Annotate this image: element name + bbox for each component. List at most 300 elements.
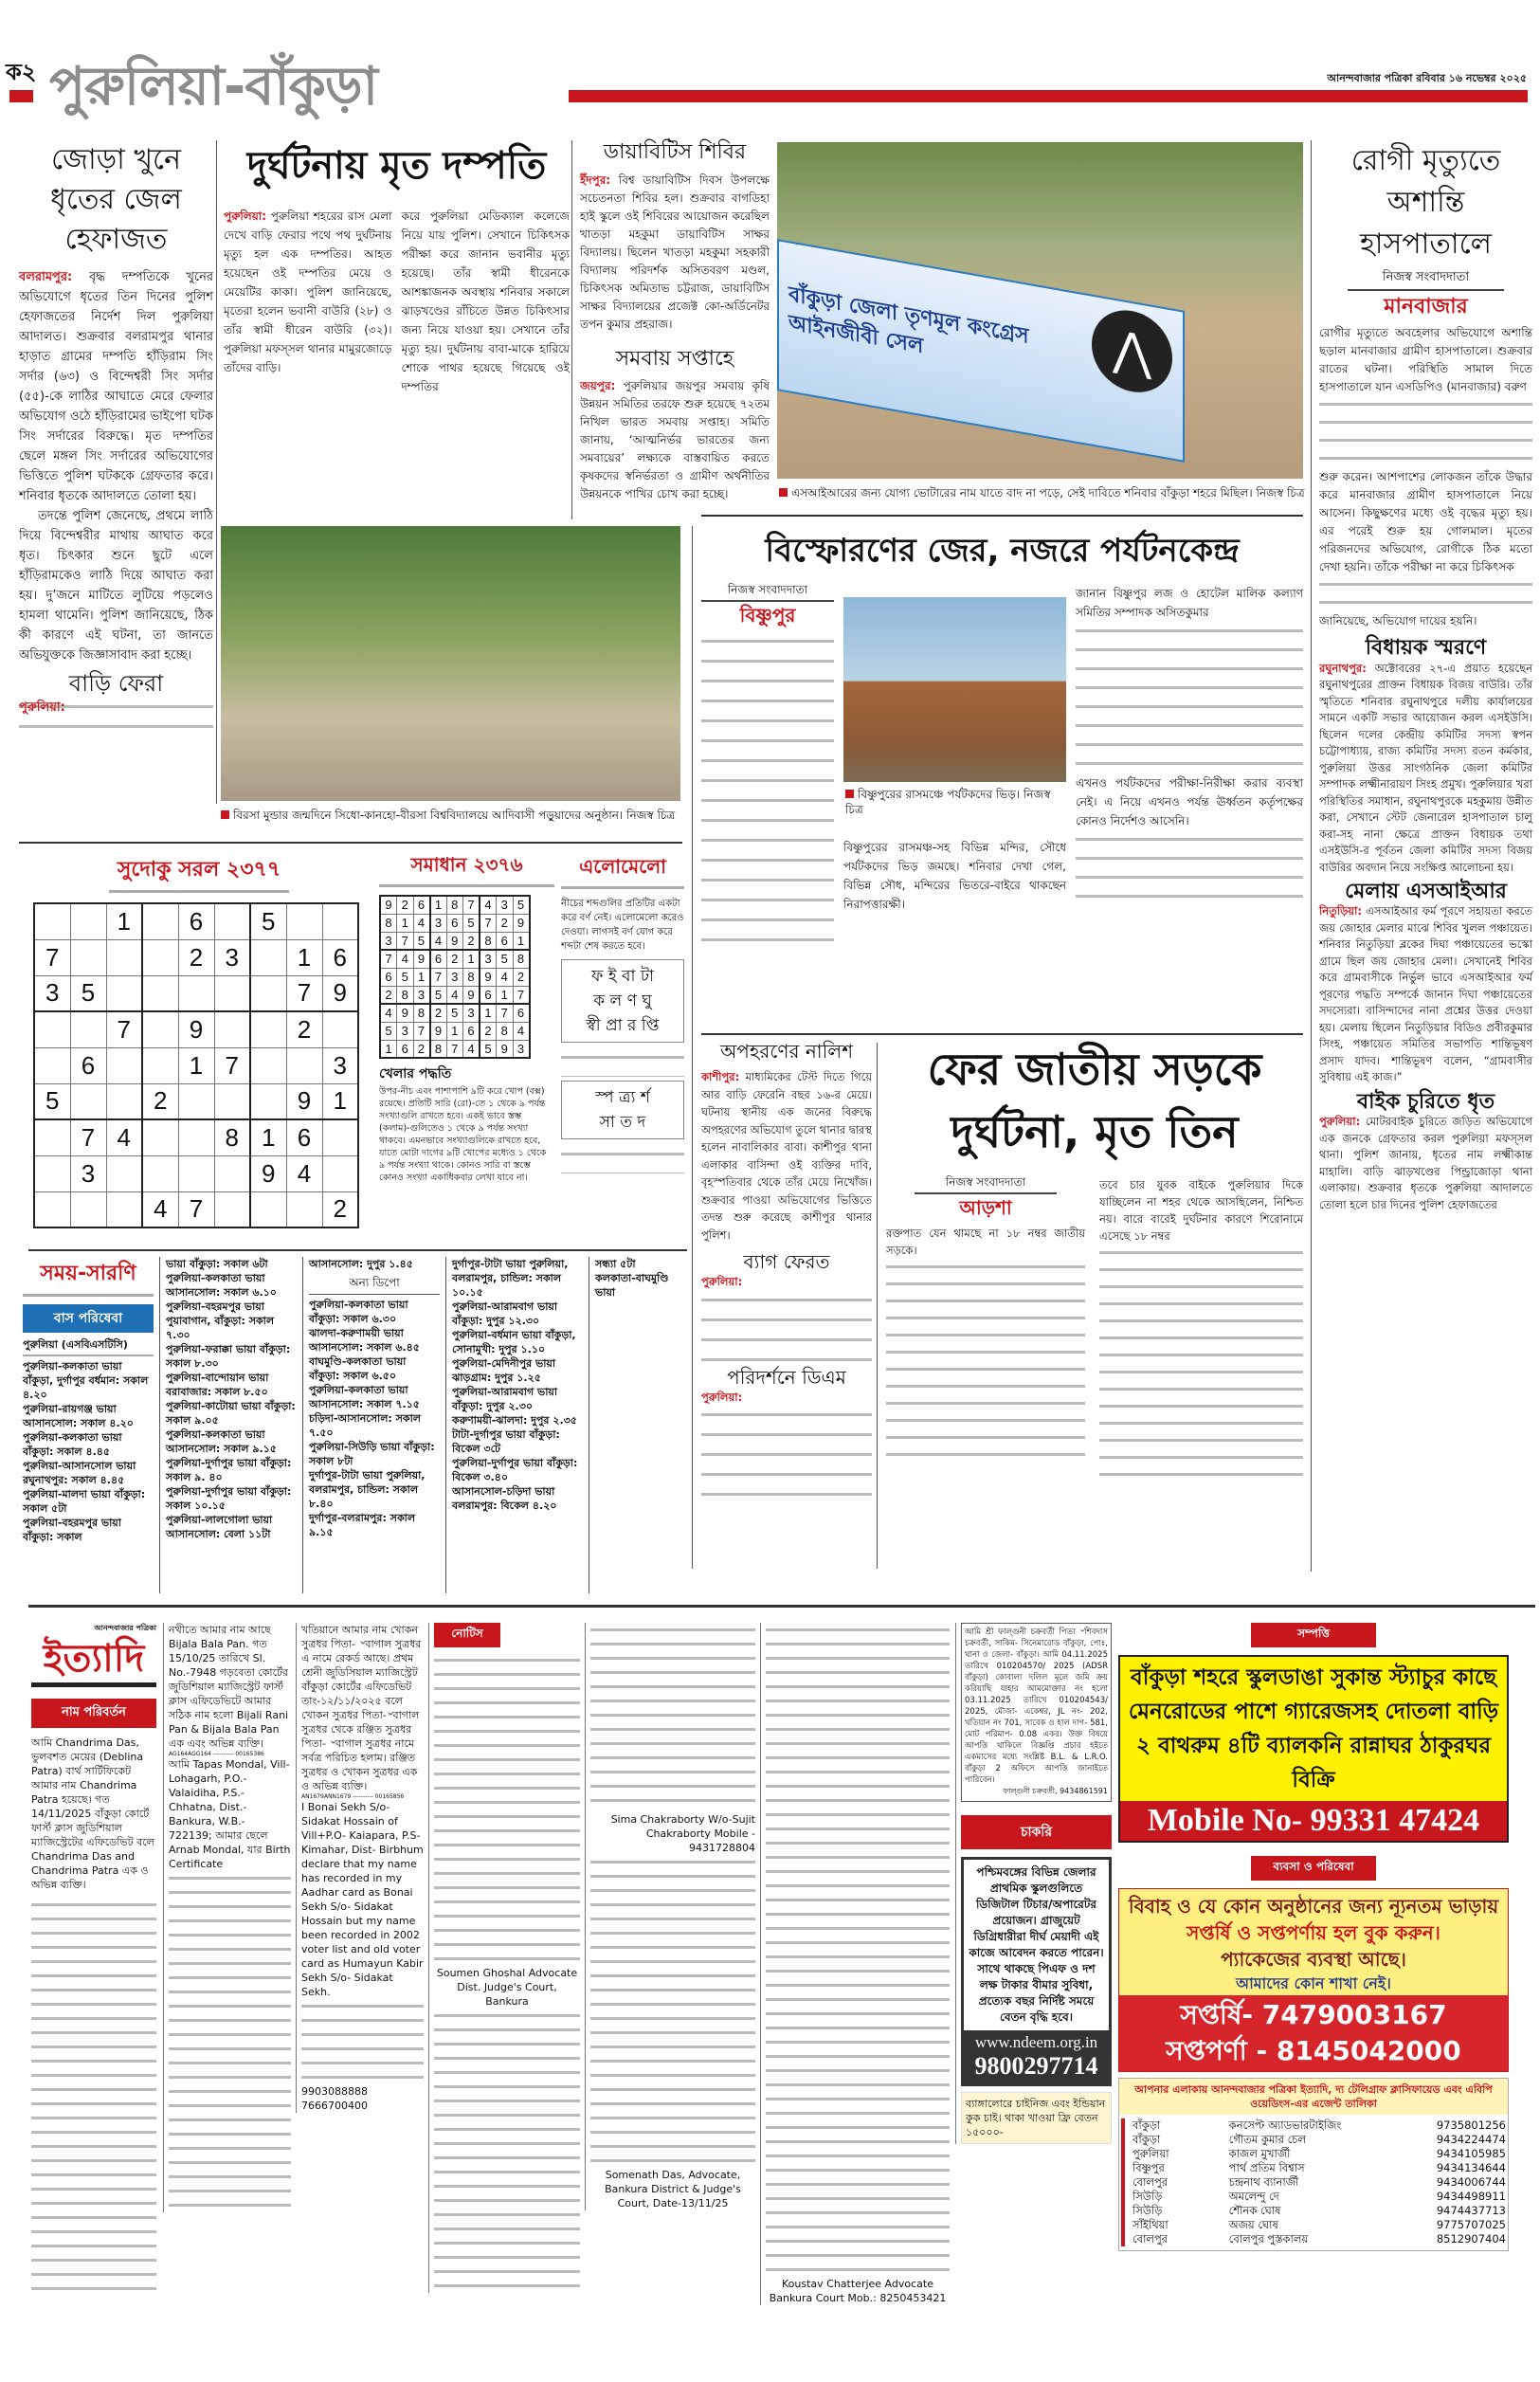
grid-cell: 7 [106,1011,142,1047]
text-lines [1076,830,1303,906]
timetable-entry: কলকাতা-বাঘমুণ্ডি ভায়া [595,1272,669,1299]
divider [28,1249,687,1251]
text-lines [1076,622,1303,773]
grid-cell: 7 [70,1119,106,1155]
land-notice-text: আমি শ্রী ফাল্গুনী চক্রবর্তী পিতা ৺শিবদাস চক্রবর্তী, সাকিম- সিনেমারোড বাঁকুড়া, পোঃ, থানা ও জেলা- বাঁকুড়া। আমি 04.11.2025 তারিখে 010204570/ 2025 (ADSR বাঁকুড়া) কোবালা দলিল মূলে জমি ক্রয় করিয়াছি যাহার আমমোক্তার নং হলো 03.11.2025 তারিখে 010204543/ 2025, মৌজা- একেশ্বর, JL নং- 202, খতিয়ান নং 701, সাবেক ও হাল দাগ- 581, মোট পরিমাপ- 0.08 একর। উক্ত বিষয়ে আপত্তি থাকিলে বিজ্ঞপ্তি প্রচার হইতে একমাসের মধ্যে সংশ্লিষ্ট B.L. & L.R.O. বাঁকুড়া 2 অফিসে আপত্তি জানাইতে পারিবেন। [965,1627,1108,1785]
grid-cell: 3 [480,950,497,968]
grid-cell [214,1191,250,1227]
grid-cell: 5 [463,914,480,932]
dateline: আনন্দবাজার পত্রিকা রবিবার ১৬ নভেম্বর ২০২৫ [1327,72,1527,84]
sudoku-section [33,853,365,1228]
grid-row [34,1011,358,1047]
grid-cell: 6 [480,986,497,1004]
grid-cell [34,903,70,939]
business-label: ব্যবসা ও পরিষেবা [1251,1856,1376,1881]
grid-cell: 1 [497,986,514,1004]
answer-text [561,1048,684,1077]
temple-photo [843,597,1066,782]
text-lines [701,632,834,951]
divider [701,515,1303,517]
timetable-entry: পুরুলিয়া-দুর্গাপুর ভায়া বাঁকুড়া: সকাল ১০.১৫ [166,1485,292,1512]
timetable-entry: সন্ধ্যা ৫টা [595,1258,636,1270]
grid-cell: 5 [250,903,286,939]
hall-ad-line: সপ্তর্ষি ও সপ্তপর্ণায় হল বুক করুন। [1187,1921,1440,1944]
grid-cell: 6 [178,903,214,939]
agent-name: কনসেপ্ট অ্যাডভারটাইজিং [1228,2118,1342,2132]
agent-name: অমলেন্দু দে [1228,2190,1279,2203]
grid-cell: 2 [430,1004,447,1022]
timetable-entry: পুরুলিয়া-আরামবাগ ভায়া বাঁকুড়া: দুপুর ২.৩০ [452,1386,558,1412]
classifieds-col [760,1623,950,2305]
grid-cell: 2 [497,914,514,932]
grid-cell [322,1155,358,1191]
timetable-entry: পুরুলিয়া-কলকাতা ভায়া আসানসোল: সকাল ৯.১৫ [166,1428,277,1455]
story-body: তবে চার যুবক বাইকে পুরুলিয়ার দিকে যাচ্ছিলেন না শহর থেকে আসছিলেন, নিশ্চিত নয়। বারে বারেই দুর্ঘটনার কারণে শিরোনামে এসেছে ১৮ নম্বর [1099,1178,1303,1243]
story-body: মোটরবাইক চুরিতে জড়িত অভিযোগে এক জনকে গ্রেফতার করল পুরুলিয়া মফস্সল থানা। পুলিশ জানায়, ধৃতের নাম লক্ষ্মীকান্ত মাহালি। বাড়ি ঝাড়খণ্ডের পিন্ড্রাজোড়া থানা এলাকায়। শুক্রবার ধৃতকে পুরুলিয়া আদালতে তোলা হলে চার দিনের পুলিশ হেফাজতের [1319,1115,1532,1211]
grid-cell: 9 [480,968,497,986]
timetable-entry: পুরুলিয়া-আরামবাগ ভায়া বাঁকুড়া: দুপুর ১২.৩০ [452,1300,558,1327]
grid-row [34,1155,358,1191]
grid-cell: 6 [397,1040,414,1058]
grid-cell: 4 [497,968,514,986]
grid-cell: 1 [380,1040,397,1058]
grid-cell [214,903,250,939]
grid-cell: 1 [286,939,322,975]
grid-row [34,1191,358,1227]
grid-cell: 7 [397,932,414,950]
grid-cell: 8 [513,950,530,968]
grid-cell: 4 [446,986,463,1004]
grid-cell: 4 [142,1191,178,1227]
timetable-entry: দুর্গাপুর-বলরামপুর: সকাল ৯.১৫ [309,1512,416,1538]
cook-ad: ব্যাঙ্গালোরে চাইনিজ এবং ইন্ডিয়ান কুক চাই। থাকা খাওয়া ফ্রি বেতন ১৫০০০- [961,2092,1112,2144]
grid-cell: 5 [397,968,414,986]
notice-code: AG164AGG164 ---------- 00165386 [169,1751,264,1757]
story-bisphoran [701,523,1303,1020]
grid-row [380,1004,530,1022]
classifieds-col [163,1623,291,2212]
timetable-column [589,1257,690,1593]
story-body: মাধ্যমিকের টেস্ট দিতে গিয়ে আর বাড়ি ফেরেনি বছর ১৬-র মেয়ে। ঘটনায় স্থানীয় এক জনের বিরুদ্ধে অপহরণের অভিযোগ তুলে থানার দ্বারস্থ হলেন নাবালিকার বাবা। কাশীপুর থানা এলাকার বাসিন্দা ওই ব্যক্তির দাবি, বৃহস্পতিবার থেকে তাঁর মেয়ে নিখোঁজ। শুক্রবার পাওয়া অভিযোগের ভিত্তিতে তদন্ত শুরু করেছে কাশীপুর থানার পুলিশ। [701,1070,872,1242]
grid-cell: 3 [413,986,430,1004]
hall-ad-block [1118,1856,1509,2072]
notice: I Bonai Sekh S/o- Sidakat Hossain of Vill+P.O- Kaiapara, P.S- Kimahar, Dist- Birbhum declare that my name has recorded in my Aadhar card as Bonai Sekh S/o- Sidakat Hossain but my name been recorded in 2002 voter list and old voter card as Humayun Kabir Sekh S/o- Sidakat Sekh. [301,1801,424,1998]
headline: সমবায় সপ্তাহে [615,347,734,372]
timetable-column [302,1257,440,1593]
bus-service-label: বাস পরিষেবা [23,1304,154,1333]
agent-phone: 9434006744 [1436,2175,1506,2189]
property-ad-block [1118,1623,1509,1843]
grid-row [34,1119,358,1155]
grid-cell: 4 [463,1040,480,1058]
phone: 9903088888 [301,2085,368,2098]
agent-phone: 9434134644 [1436,2161,1506,2174]
dateline: নিতুড়িয়া: [1319,904,1362,918]
grid-cell: 7 [413,1022,430,1040]
grid-cell: 2 [463,932,480,950]
grid-cell [106,1191,142,1227]
grid-cell: 8 [430,1040,447,1058]
scrambled-word: ক ল ণ ঘু [593,991,652,1010]
story-ophoron [701,1041,872,1497]
section-title: পুরুলিয়া-বাঁকুড়া [49,56,377,118]
notice: খতিয়ানে আমার নাম খোকন সুত্রধর পিতা- ৺বাগাল সুত্রধর এ নামে রেকর্ড আছে। প্রথম শ্রেনী জুডিসিয়াল ম্যাজিস্ট্রেট বাঁকুড়া কোর্টের এফিডেভিট তাং-১২/১১/২০২৫ বলে খোকন সুত্রধর পিতা-৺বাগাল সুত্রধর থেকে রঞ্জিত সুত্রধর পিতা- ৺বাগাল সুত্রধর নামে সর্বত্র পরিচিত হলাম। রঞ্জিত সুত্রধর ও খোকন সুত্রধর এক ও অভিন্ন ব্যক্তি। [301,1624,422,1792]
grid-cell: 9 [397,1004,414,1022]
grid-cell [322,1011,358,1047]
grid-cell [70,1191,106,1227]
agent-row [1121,2204,1506,2218]
grid-cell [70,939,106,975]
timetable-entry: পুরুলিয়া-ফরাক্কা ভায়া বাঁকুড়া: সকাল ৮.৩০ [166,1343,291,1370]
agent-town: সাঁইথিয়া [1121,2218,1229,2232]
dateline: কাশীপুর: [701,1070,740,1083]
timetable-entry: চড়িদা-আসানসোল: সকাল ৭.৫০ [309,1412,421,1439]
notice: আমি Chandrima Das, ভুলবশত মেয়ের (Deblina Patra) বার্থ সার্টিফিকেট আমার নাম Chandrima Patra হয়েছে। গত 14/11/2025 বাঁকুড়া কোর্টে ফার্স্ট ক্লাস জুডিশিয়াল ম্যাজিস্ট্রেটের এফিডেভিট বলে Chandrima Das and Chandrima Patra এক ও অভিন্ন ব্যক্তি। [31,1736,154,1891]
job-ad-text: পশ্চিমবঙ্গের বিভিন্ন জেলার প্রাথমিক স্কুলগুলিতে ডিজিটাল টিচার/অপারেটর প্রয়োজন। গ্রাজুয়েট ডিগ্রিধারীরা দীর্ঘ মেয়াদী এই কাজে আবেদন করতে পারেন। সাথে থাকছে পিএফ ও দশ লক্ষ টাকার বীমার সুবিধা, প্রত্যেক বছর নির্দিষ্ট সময়ে বেতন বৃদ্ধি হবে। [969,1865,1104,2024]
scrambled-word: স্বী প্রা র প্তি [586,1016,660,1035]
grid-cell: 1 [322,1083,358,1119]
grid-cell: 6 [497,932,514,950]
timetable-entry: পুরুলিয়া-কলকাতা ভায়া বাঁকুড়া: সকাল ৬.৩০ [309,1299,408,1325]
agent-row [1121,2118,1506,2133]
story-body: করে পুরুলিয়া মেডিক্যাল কলেজে নিয়ে যায় পুলিশ। সেখানে চিকিৎসক পরীক্ষা করে জানান ভবানীর মৃত্যু হয়েছে। তাঁর স্বামী ধীরেনকে আশঙ্কাজনক অবস্থায় শনিবার সকালে ঝাড়খণ্ডের রাঁচিতে উন্নত চিকিৎসার জন্য নিয়ে যাওয়া হয়। সেখানে তাঁর মৃত্যু হয়। দুর্ঘটনায় বাবা-মাকে হারিয়ে শোকে পাথর হয়েছে গিয়েছে ওই দম্পতির [401,209,570,393]
timetable-entry: পুরুলিয়া-কলকাতা ভায়া বাঁকুড়া, দুর্গাপুর বর্ধমান: সকাল ৪.২০ [23,1360,149,1401]
story-body: বৃদ্ধ দম্পতিকে খুনের অভিযোগে ধৃতের তিন দিনের পুলিশ হেফাজতের নির্দেশ দিল পুরুলিয়া আদালত। শুক্রবার বলরামপুর থানার হাড়াত গ্রামের দম্পতি হাঁড়িরাম সিং সর্দার (৬৩) ও বিন্দেশ্বরী সিং সর্দার (৫৫)-কে লাঠির আঘাতে মেরে ফেলার অভিযোগ ওঠে হাঁড়িরামের ভাইপো ঘটক সিং সর্দারের বিরুদ্ধে। মৃত দম্পতির ছেলে মঙ্গল সিং সর্দারের অভিযোগের ভিত্তিতে পুলিশ ঘটককে গ্রেফতার করে। শনিবার ধৃতকে আদালতে তোলা হয়। [19,270,213,503]
grid-cell [142,939,178,975]
agent-town: পুরুলিয়া [1121,2147,1229,2161]
divider [877,1043,878,1569]
land-notice-signature: ফাল্গুনী চক্রবর্তী, 9434861591 [1003,1787,1108,1795]
hall-phone: সপ্তপর্ণা - 8145042000 [1166,2035,1461,2066]
brand-logo: ইত্যাদি [31,1635,156,1687]
timetable-entry: পুরুলিয়া-দুর্গাপুর ভায়া বাঁকুড়া: সকাল ৯. ৪০ [166,1457,292,1483]
story-body: বিষ্ণুপুরের রাসমঞ্চ-সহ বিভিন্ন মন্দির, সৌধে পর্যটকদের ভিড় জমছে। শনিবার দেখা গেল, বিভিন্ন সৌধ, মন্দিরের ভিতরে-বাইরে থাকছেন নিরাপত্তারক্ষী। [843,841,1066,911]
grid-cell: 1 [463,950,480,968]
agent-row [1121,2133,1506,2147]
job-ad [961,1857,1112,2086]
photo-caption: বিষ্ণুপুরের রাসমঞ্চে পর্যটকদের ভিড়। নিজস্ব চিত্র [845,788,1051,816]
grid-cell [250,1047,286,1083]
elomelo-title: এলোমেলো [561,853,684,889]
grid-cell: 4 [480,896,497,914]
grid-cell: 2 [178,939,214,975]
timetable-entry: পুরুলিয়া-বহরমপুর ভায়া বাঁকুড়া: সকাল [23,1517,121,1543]
story-jora-khune [19,140,213,737]
photo-caption: বিরসা মুন্ডার জন্মদিনে সিধো-কানহো-বীরসা বিশ্ববিদ্যালয়ে আদিবাসী পড়ুয়াদের অনুষ্ঠান। নিজস্ব চিত্র [221,808,685,823]
grid-cell: 9 [286,1083,322,1119]
agent-name: অজয় ঘোষ [1228,2218,1278,2231]
grid-cell [214,1155,250,1191]
story-body: পুরুলিয়ার জয়পুর সমবায় কৃষি উন্নয়ন সমিতির তরফে শুরু হয়েছে ৭২তম নিখিল ভারত সমবায় সপ্তাহ। সমিতি জানায়, ‘আত্মনির্ভর ভারতের জন্য সমবায়ের’ লক্ষ্যকে বাস্তবায়িত করতে কৃষকদের স্বনির্ভরতা ও গ্রামীণ অর্থনীতির উন্নয়নকে পাখির চোখ করা হচ্ছে। [580,378,770,500]
grid-cell: 7 [214,1047,250,1083]
grid-cell: 7 [430,968,447,986]
property-phone: Mobile No- 99331 47424 [1120,1801,1507,1841]
grid-row [34,1047,358,1083]
agent-row [1121,2161,1506,2175]
property-label: সম্পত্তি [1251,1623,1376,1647]
timetable-entry: পুরুলিয়া-আসানসোল ভায়া রঘুনাথপুর: সকাল ৪.৪৫ [23,1460,136,1486]
headline: দুর্ঘটনায় মৃত দম্পতি [246,144,547,188]
grid-cell: 4 [286,1155,322,1191]
story-body: শুরু করেন। আশপাশের লোকজন তাঁকে উদ্ধার করে মানবাজার গ্রামীণ হাসপাতালে নিয়ে আসেন। কিছুক্ষণের মধ্যে ওই বৃদ্ধের মৃত্যু হয়। এর পরেই শুরু হয় গোলমাল। মৃতের পরিজনদের অভিযোগ, রোগীকে ঠিক মতো দেখা হয়নি। তাঁকে পরীক্ষা না করে চিকিৎসক [1319,470,1532,574]
grid-cell: 1 [446,1022,463,1040]
grid-cell: 2 [142,1083,178,1119]
notice: নথীতে আমার নাম আছে Bijala Bala Pan. গত 15/10/25 তারিখে Sl. No.-7948 গড়বেতা কোর্টের জুডিশিয়াল ম্যাজিস্ট্রেট ফার্স্ট ক্লাস এফিডেভিটে আমার সঠিক নাম হলো Bijali Rani Pan & Bijala Bala Pan এক এবং অভিন্ন ব্যক্তি। [169,1624,289,1750]
story-bike [1319,1090,1532,1213]
timetable-column [159,1257,297,1593]
timetable-entry: পুরুলিয়া-কলকাতা ভায়া বাঁকুড়া: সকাল ৪.৪৫ [23,1431,122,1458]
grid-cell [286,1191,322,1227]
text-lines [701,1291,872,1361]
grid-cell: 2 [322,1191,358,1227]
grid-cell [178,1083,214,1119]
grid-cell [142,1047,178,1083]
grid-cell [322,1119,358,1155]
byline: নিজস্ব সংবাদদাতা [915,1176,1057,1194]
agent-row [1121,2218,1506,2232]
text-lines [169,1871,291,2212]
agent-town: বিষ্ণুপুর [1121,2161,1229,2175]
story-body: এসআইআর ফর্ম পূরণে সহায়তা করতে জয় জোহার মেলার মাঝে শিবির খুলল পঞ্চায়েত। শনিবার নিতুড়িয়া ব্লকের দিঘা পঞ্চায়েতের ভস্কো গ্রামে ছিল জয় জোহার মেলা। সেখানেই শিবির করে গ্রামবাসীকে নির্ভুল ভাবে এসআইআর ফর্ম পূরণের পদ্ধতি সম্পর্কে জানান দিঘা পঞ্চায়েতের সদস্যেরা। বাসিন্দাদের নানা প্রশ্নের উত্তর দেওয়া হয়। মেলায় ছিলেন নিতুড়িয়ার বিডিও প্রবীরকুমার সিংহ, পঞ্চায়েত সমিতির সভাপতি শান্তিভূষণ প্রসাদ যাদব। শান্তিভূষণ বলেন, “গ্রামবাসীর সুবিধায় এই কাজ।” [1319,904,1532,1084]
scrambled-word: সা ত দ [599,1113,646,1132]
grid-cell: 2 [286,1011,322,1047]
hall-ad [1118,1888,1509,2072]
grid-cell: 9 [513,914,530,932]
grid-cell: 7 [497,1004,514,1022]
grid-cell: 5 [480,1040,497,1058]
grid-cell: 3 [463,1004,480,1022]
grid-row [380,1040,530,1058]
divider [571,140,572,519]
scrambled-word: স্প ত্র্য র্শ [595,1088,650,1107]
grid-cell: 6 [322,939,358,975]
notice-code: AN1679ANN1679 ---------- 00165856 [301,1793,405,1800]
agent-phone: 9434498911 [1436,2190,1506,2203]
byline: নিজস্ব সংবাদদাতা [701,584,834,602]
scrambled-word: ফ ই বা টা [590,967,655,986]
grid-cell: 8 [446,896,463,914]
grid-cell [106,975,142,1011]
grid-cell: 1 [250,1119,286,1155]
grid-cell: 2 [480,1022,497,1040]
grid-cell [142,975,178,1011]
grid-cell [250,1083,286,1119]
grid-cell: 7 [480,914,497,932]
grid-row [34,1083,358,1119]
publisher-name: আনন্দবাজার পত্রিকা [94,1624,156,1632]
name-change-label: নাম পরিবর্তন [31,1699,156,1728]
timetable-entry: বাঘমুণ্ডি-কলকাতা ভায়া বাঁকুড়া: সকাল ৬.৫০ [309,1355,407,1382]
elomelo-section [561,853,684,1173]
land-notice [961,1623,1112,1802]
other-depot-label: অন্য ডিপো [309,1275,440,1295]
grid-cell: 7 [463,896,480,914]
timetable-entry: পুরুলিয়া-মালদা ভায়া বাঁকুড়া: সকাল ৫টা [23,1488,146,1515]
grid-cell [142,1011,178,1047]
story-body: তদন্তে পুলিশ জেনেছে, প্রথমে লাঠি দিয়ে বিন্দেশ্বরীর মাথায় আঘাত করে ধৃত। চিৎকার শুনে ছুটে এলে হাঁড়িরামকেও লাঠি দিয়ে আঘাত করা হয়। দু’জনে মাটিতে লুটিয়ে পড়লেও হামলা থামেনি। পুলিশ জানিয়েছে, ঠিক কী কারণে এই ঘটনা, তা জানতে অভিযুক্তকে জিজ্ঞাসাবাদ করা হচ্ছে। [19,509,213,663]
grid-cell [178,1155,214,1191]
text-lines [301,1999,424,2084]
grid-cell [34,1191,70,1227]
sudoku-grid [33,902,359,1228]
text-lines [701,1406,872,1497]
timetable-entry: পুরুলিয়া-সিউড়ি ভায়া বাঁকুড়া: সকাল ৮টা [309,1441,435,1467]
grid-cell: 6 [513,1004,530,1022]
timetable-entry: পুরুলিয়া-কলকাতা ভায়া আসানসোল: সকাল ৬.১০ [166,1272,277,1299]
agent-town: বাঁকুড়া [1121,2133,1229,2147]
grid-cell: 9 [446,932,463,950]
agent-name: চন্দ্রনাথ ব্যানার্জী [1228,2175,1299,2189]
place: মানবাজার [1384,294,1468,318]
dateline: বলরামপুর: [19,270,73,284]
agent-name: পার্থ প্রতিম বিশ্বাস [1228,2161,1305,2174]
classifieds-brand [31,1623,156,2296]
grid-cell [214,975,250,1011]
grid-cell: 9 [413,950,430,968]
job-website[interactable]: www.ndeem.org.in [974,2033,1098,2051]
advocate-emblem: ⋀ [1092,304,1172,399]
grid-cell: 3 [446,968,463,986]
timetable-entry: দুর্গাপুর-টাটা ভায়া পুরুলিয়া, বলরামপুর, চান্ডিল: সকাল ৮.৪০ [309,1469,426,1510]
grid-cell: 6 [430,950,447,968]
grid-cell [250,975,286,1011]
job-phone: 9800297714 [974,2052,1098,2080]
solution-section [379,851,554,1184]
agent-town: বোলপুর [1121,2175,1229,2190]
grid-cell: 4 [380,1004,397,1022]
divider [692,526,693,1569]
hall-ad-line: প্যাকেজের ব্যবস্থা আছে। [1221,1948,1406,1971]
grid-cell: 9 [250,1155,286,1191]
grid-cell: 6 [446,914,463,932]
grid-cell: 5 [497,950,514,968]
solution-grid [379,895,531,1059]
timetable-column [445,1257,583,1593]
property-ad [1118,1655,1509,1843]
agent-phone: 9434105985 [1436,2147,1506,2160]
grid-cell: 7 [380,950,397,968]
text-lines [1099,1245,1303,1483]
grid-cell: 5 [34,1083,70,1119]
timetable-entry: পুরুলিয়া-রায়গঞ্জ ভায়া আসানসোল: সকাল ৪.২০ [23,1403,134,1429]
timetable-entry: করুণাময়ী-ঝালদা: দুপুর ২.৩৫ [452,1414,577,1427]
grid-cell: 6 [413,896,430,914]
timetable-entry: টাটা-দুর্গাপুর ভায়া বাঁকুড়া: বিকেল ৩টে [452,1428,560,1455]
grid-cell: 8 [214,1119,250,1155]
word-box [561,1081,684,1139]
dateline: পুরুলিয়া: [701,1390,743,1404]
grid-cell: 5 [446,1004,463,1022]
timetable-column [309,1298,440,1539]
story-body: রক্তপাত যেন থামছে না ১৮ নম্বর জাতীয় সড়কে। [886,1226,1085,1257]
jobs-label: চাকরি [961,1815,1112,1849]
right-column [1319,140,1532,1213]
classifieds-col [428,1623,580,2293]
story-body: বিশ্ব ডায়াবিটিস দিবস উপলক্ষে সচেতনতা শিবির হল। শুক্রবার বাগডিহা হাই স্কুলে ওই শিবিরের আয়োজন করেছিল খাতড়া মহকুমা ডায়াবিটিস সাক্ষর বিদ্যালয়। ছিলেন খাতড়া মহকুমা সহকারী বিদ্যালয় পরিদর্শক অসিতবরণ মণ্ডল, চিকিৎসক অমিতাভ চট্টরাজ, ডায়াবিটিস সাক্ষর বিদ্যালয়ের প্রজেক্ট কো-অর্ডিনেটর তপন কুমার প্রহরাজ। [580,173,770,332]
grid-cell: 8 [413,1004,430,1022]
grid-cell: 3 [322,1047,358,1083]
headline: অপহরণের নালিশ [719,1040,854,1063]
agent-row [1121,2175,1506,2190]
grid-cell [250,939,286,975]
byline: নিজস্ব সংবাদদাতা [1348,271,1504,291]
grid-row [380,968,530,986]
grid-cell: 1 [430,896,447,914]
grid-cell [70,1083,106,1119]
banner-text: বাঁকুড়া জেলা তৃণমূল কংগ্রেস আইনজীবী সেল [788,282,1029,359]
story-body: জানান বিষ্ণুপুর লজ ও হোটেল মালিক কল্যাণ সমিতির সম্পাদক অসিতকুমার [1076,587,1303,619]
grid-cell [214,1083,250,1119]
grid-cell: 9 [380,896,397,914]
grid-cell: 9 [463,986,480,1004]
classifieds-col [955,1623,1112,2144]
agent-name: কাজল মুখার্জী [1228,2147,1291,2160]
answer-text [561,1145,684,1173]
grid-row [34,903,358,939]
timetable-entry: পুরুলিয়া-বহরমপুর ভায়া পুয়াবাগান, বাঁকুড়া: সকাল ৭.৩০ [166,1300,275,1341]
grid-cell: 8 [380,914,397,932]
place: আড়শা [959,1195,1012,1219]
story-bidhayak [1319,636,1532,876]
page-number: ক২ [6,59,37,85]
grid-cell: 5 [380,1022,397,1040]
grid-cell [142,1155,178,1191]
text-lines [766,1623,950,2277]
grid-cell: 5 [70,975,106,1011]
grid-cell: 7 [286,975,322,1011]
grid-row [380,932,530,950]
grid-row [380,914,530,932]
timetable-entry: দুর্গাপুর-টাটা ভায়া পুরুলিয়া, বলরামপুর, চান্ডিল: সকাল ১০.১৫ [452,1258,569,1299]
grid-cell [106,939,142,975]
grid-row [380,1022,530,1040]
grid-cell: 5 [513,896,530,914]
text-lines [1319,576,1532,612]
agent-town: বাঁকুড়া [1121,2118,1229,2133]
agent-name: বোলপুর পুস্তকালয় [1228,2232,1309,2246]
grid-cell [214,1011,250,1047]
dateline: পুরুলিয়া: [701,1275,743,1288]
grid-row [380,986,530,1004]
timetable-entry: পুরুলিয়া-দুর্গাপুর ভায়া বাঁকুড়া: বিকেল ৩.৪০ [452,1457,578,1483]
grid-cell [70,1011,106,1047]
grid-cell: 9 [430,1022,447,1040]
timetable [23,1257,690,1598]
timetable-entry: পুরুলিয়া-কলকাতা ভায়া আসানসোল: সকাল ৭.১৫ [309,1384,420,1410]
grid-cell: 1 [178,1047,214,1083]
divider [1311,140,1312,1572]
story-diabetes [580,140,770,503]
grid-cell: 4 [413,914,430,932]
grid-cell: 3 [34,975,70,1011]
grid-cell: 1 [397,914,414,932]
grid-cell [70,903,106,939]
photo-caption: এসআইআরের জন্য যোগ্য ভোটারের নাম যাতে বাদ না পড়ে, সেই দাবিতে শনিবার বাঁকুড়া শহরে মিছিল। নিজস্ব চিত্র [779,485,1310,500]
grid-cell: 2 [513,968,530,986]
advocate-signature: Sima Chakraborty W/o-Sujit Chakraborty Mobile - 9431728804 [610,1813,755,1854]
grid-cell: 2 [397,896,414,914]
grid-cell [34,1011,70,1047]
grid-cell: 1 [413,968,430,986]
story-body: পুরুলিয়া শহরের রাস মেলা দেখে বাড়ি ফেরার পথে পথ দুর্ঘটনায় মৃত্যু হল এক দম্পতির। আহত হয়েছেন ওই দম্পতির মেয়ে ও মেয়েটির কাকা। পুলিশ জানিয়েছে, মৃতেরা হলেন ভবানী বাউরি (২৮) ও তাঁর স্বামী ধীরেন বাউরি (৩২)। পুরুলিয়া মফস্সল থানার মামুরজোড়ে তাঁদের বাড়ি। [224,209,392,374]
grid-cell [142,903,178,939]
grid-cell: 6 [380,968,397,986]
agent-town: বোলপুর [1121,2232,1229,2246]
story-durghatana [224,133,570,396]
text-lines [1319,396,1532,468]
hall-phone: সপ্তর্ষি- 7479003167 [1180,1999,1447,2030]
story-body: অক্টোবরের ২৭-এ প্রয়াত হয়েছেন রঘুনাথপুরের প্রাক্তন বিধায়ক বিজয় বাউরি। তাঁর স্মৃতিতে শনিবার রঘুনাথপুরে দলীয় কার্যালয়ের সামনে একটি সভার আয়োজন করল এসইউসি। ছিলেন দলের কেন্দ্রীয় কমিটির সদস্য স্বপন চট্টোপাধ্যায়, রাজ্য কমিটির সদস্য রতন কর্মকার, পুরুলিয়া উত্তর সাংগঠনিক জেলা কমিটির সম্পাদক লক্ষ্মীনারায়ণ সিংহ প্রমুখ। পুরুলিয়ার খরা পরিস্থিতির সমাধান, রঘুনাথপুরকে মহকুমায় উন্নীত করা, সেখানে স্টেট জেনারেল হাসপাতাল চালু করা-সহ নানা ক্ষেত্রে প্রাক্তন বিধায়ক তথা এসইউসি-র পূর্বতন জেলা কমিটির সদস্য বিজয় বাউরির অবদান নিয়ে সংক্ষিপ্ত আলোচনা হয়। [1319,661,1533,874]
